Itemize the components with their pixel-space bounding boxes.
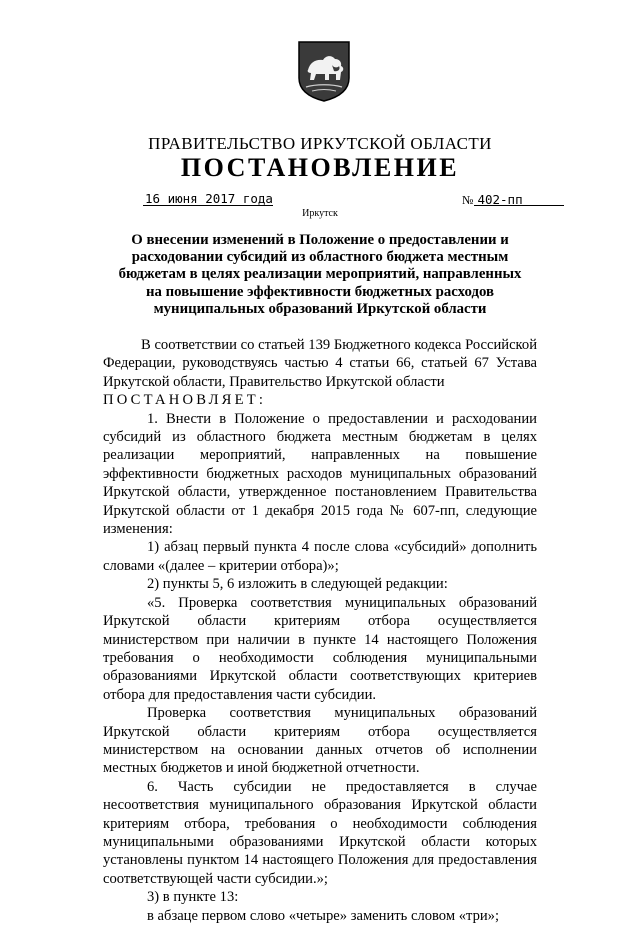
document-type: ПОСТАНОВЛЕНИЕ bbox=[180, 153, 460, 182]
clause-1-paragraph: 1. Внести в Положение о предоставлении и расходовании субсидий из областного бюджета местным бюджетам в целях реализации мероприятий, направленных на повышение эффективности бюджетных расходов муниципальных образований Иркутской области, утвержденное постановлением Правительства Иркутской области от 1 декабря 2015 года № 607-пп, следующие изменения: bbox=[103, 410, 537, 538]
number-sign: № bbox=[462, 193, 474, 207]
date-underline bbox=[143, 205, 273, 206]
number-underline bbox=[474, 205, 564, 206]
decree-body bbox=[103, 336, 537, 925]
point-5-second-paragraph: Проверка соответствия муниципальных образований Иркутской области критериям отбора осуществляется министерством на основании данных отчетов об исполнении местных бюджетов и иной бюджетной отчетности. bbox=[103, 705, 537, 777]
subclause-3-first-item: в абзаце первом слово «четыре» заменить словом «три»; bbox=[147, 907, 500, 924]
government-name: ПРАВИТЕЛЬСТВО ИРКУТСКОЙ ОБЛАСТИ bbox=[148, 134, 492, 153]
point-5-paragraph: «5. Проверка соответствия муниципальных образований Иркутской области критериям отбора осуществляется министерством при наличии в пункте 14 настоящего Положения требования о необходимости соблюдения муниципальными образованиями Иркутской области соответствующих критериев отбора для предоставления части субсидии. bbox=[103, 594, 537, 703]
decree-date: 16 июня 2017 года bbox=[145, 191, 273, 206]
subclause-2-paragraph: 2) пункты 5, 6 изложить в следующей редакции: bbox=[147, 576, 448, 593]
subclause-3-paragraph: 3) в пункте 13: bbox=[147, 889, 239, 906]
decree-title: О внесении изменений в Положение о предоставлении и расходовании субсидий из областного бюджета местным бюджетам в целях реализации мероприятий, направленных на повышение эффективности бюджетных расходов муниципальных образований Иркутской области bbox=[118, 232, 522, 317]
subclause-1-paragraph: 1) абзац первый пункта 4 после слова «субсидий» дополнить словами «(далее – критерии отбора)»; bbox=[103, 539, 537, 574]
point-6-paragraph: 6. Часть субсидии не предоставляется в случае несоответствия муниципального образования Иркутской области критериям отбора, требования о необходимости соблюдения муниципальными образованиями Иркутской области которых установлены пунктом 14 настоящего Положения для предоставления соответствующей части субсидии.»; bbox=[103, 778, 537, 887]
resolve-word: ПОСТАНОВЛЯЕТ: bbox=[103, 392, 267, 409]
number-value: 402-пп bbox=[477, 192, 523, 207]
preamble-paragraph: В соответствии со статьей 139 Бюджетного кодекса Российской Федерации, руководствуясь частью 4 статьи 66, статьей 67 Устава Иркутской области, Правительство Иркутской области bbox=[103, 337, 537, 390]
irkutsk-coat-of-arms-icon bbox=[296, 40, 352, 102]
city: Иркутск bbox=[302, 208, 338, 219]
